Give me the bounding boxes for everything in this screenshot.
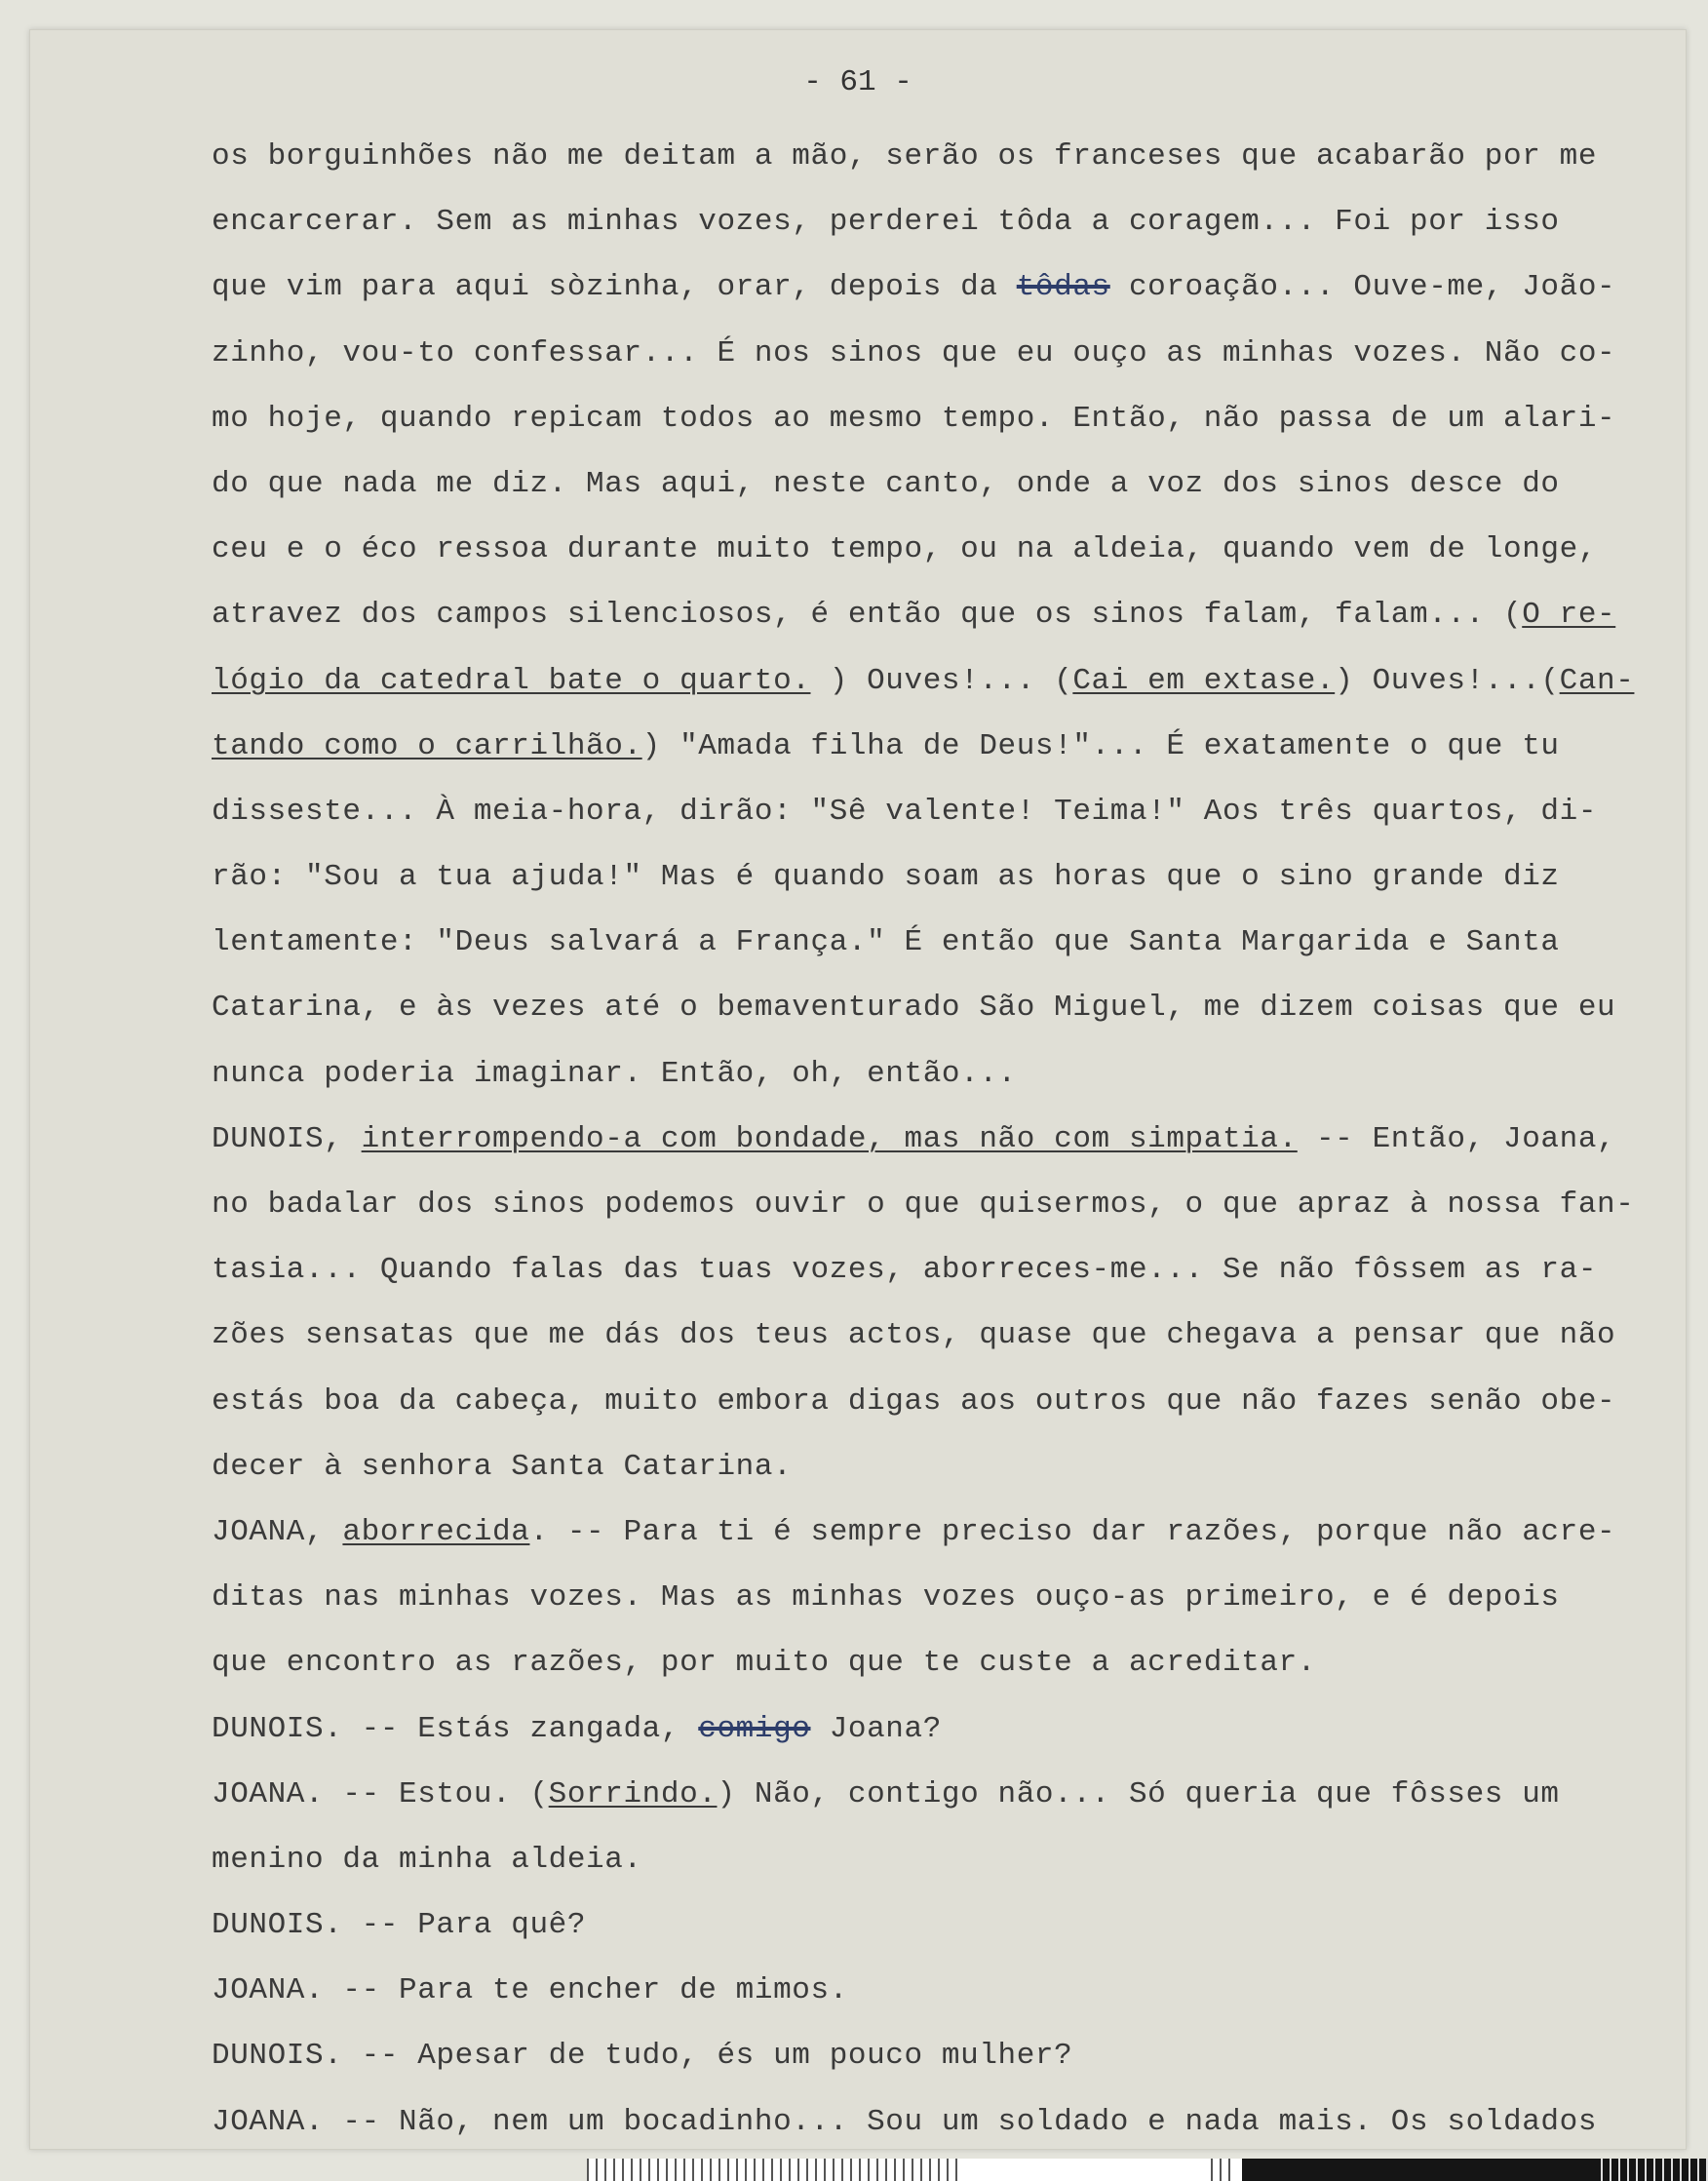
text-segment: DUNOIS. -- Para quê? bbox=[212, 1908, 587, 1943]
text-segment: mo hoje, quando repicam todos ao mesmo tempo. Então, não passa de um alari- bbox=[212, 401, 1616, 436]
text-line bbox=[212, 451, 1687, 517]
text-segment: Catarina, e às vezes até o bemaventurado São Miguel, me dizem coisas que eu bbox=[212, 991, 1616, 1026]
text-line bbox=[212, 648, 1687, 714]
text-segment: JOANA. -- Para te encher de mimos. bbox=[212, 1973, 848, 2008]
text-line bbox=[212, 1041, 1687, 1107]
text-segment: DUNOIS. -- Apesar de tudo, és um pouco mulher? bbox=[212, 2039, 1073, 2074]
text-line bbox=[212, 517, 1687, 582]
text-segment: Joana? bbox=[810, 1711, 942, 1746]
text-line bbox=[212, 1565, 1687, 1630]
text-line bbox=[212, 1369, 1687, 1434]
text-segment: decer à senhora Santa Catarina. bbox=[212, 1449, 793, 1484]
text-line bbox=[212, 189, 1687, 254]
text-line bbox=[212, 1892, 1687, 1958]
text-segment: DUNOIS, bbox=[212, 1121, 362, 1156]
text-line bbox=[212, 1237, 1687, 1303]
text-line bbox=[212, 254, 1687, 320]
text-segment: rão: "Sou a tua ajuda!" Mas é quando soam as horas que o sino grande diz bbox=[212, 860, 1560, 895]
text-segment: que vim para aqui sòzinha, orar, depois da bbox=[212, 270, 1017, 305]
text-line bbox=[212, 1499, 1687, 1565]
text-segment: menino da minha aldeia. bbox=[212, 1842, 642, 1877]
underlined-text: interrompendo-a com bondade, mas não com simpatia. bbox=[361, 1121, 1298, 1156]
text-line bbox=[212, 1762, 1687, 1827]
text-line bbox=[212, 124, 1687, 189]
underlined-text: Cai em extase. bbox=[1072, 663, 1336, 698]
text-segment: que encontro as razões, por muito que te custe a acreditar. bbox=[212, 1646, 1316, 1681]
text-line bbox=[212, 2089, 1687, 2150]
text-segment: estás boa da cabeça, muito embora digas aos outros que não fazes senão obe- bbox=[212, 1383, 1616, 1419]
text-line bbox=[212, 2023, 1687, 2088]
text-line bbox=[212, 386, 1687, 451]
text-line bbox=[212, 321, 1687, 386]
text-segment: os borguinhões não me deitam a mão, serão os franceses que acabarão por me bbox=[212, 139, 1598, 174]
text-segment: -- Então, Joana, bbox=[1297, 1121, 1616, 1156]
text-segment: zinho, vou-to confessar... É nos sinos que eu ouço as minhas vozes. Não co- bbox=[212, 335, 1616, 370]
text-segment: coroação... Ouve-me, João- bbox=[1109, 270, 1616, 305]
text-line bbox=[212, 1696, 1687, 1762]
struck-text: tôdas bbox=[1016, 270, 1110, 305]
text-segment: ) Ouves!...( bbox=[1335, 663, 1560, 698]
text-line bbox=[212, 975, 1687, 1040]
text-segment: JOANA. -- Estou. ( bbox=[212, 1776, 549, 1811]
underlined-text: Can- bbox=[1559, 663, 1635, 698]
text-segment: do que nada me diz. Mas aqui, neste canto, onde a voz dos sinos desce do bbox=[212, 466, 1560, 501]
text-segment: nunca poderia imaginar. Então, oh, então... bbox=[212, 1056, 1017, 1091]
text-line bbox=[212, 1303, 1687, 1368]
underlined-text: tando como o carrilhão. bbox=[212, 728, 642, 763]
text-segment: encarcerar. Sem as minhas vozes, perderei tôda a coragem... Foi por isso bbox=[212, 205, 1560, 240]
underlined-text: aborrecida bbox=[342, 1514, 530, 1549]
text-line bbox=[212, 1958, 1687, 2023]
ruler-ticks bbox=[1211, 2159, 1230, 2181]
text-line bbox=[212, 1107, 1687, 1172]
text-segment: DUNOIS. -- Estás zangada, bbox=[212, 1711, 699, 1746]
text-segment: ditas nas minhas vozes. Mas as minhas vozes ouço-as primeiro, e é depois bbox=[212, 1580, 1560, 1616]
text-line bbox=[212, 844, 1687, 910]
document-text bbox=[212, 124, 1687, 2150]
text-segment: tasia... Quando falas das tuas vozes, aborreces-me... Se não fôssem as ra- bbox=[212, 1253, 1598, 1288]
text-line bbox=[212, 582, 1687, 647]
text-segment: ) Ouves!... ( bbox=[810, 663, 1073, 698]
text-line bbox=[212, 779, 1687, 844]
page-number: - 61 - bbox=[803, 65, 912, 99]
text-segment: lentamente: "Deus salvará a França." É então que Santa Margarida e Santa bbox=[212, 925, 1560, 960]
text-segment: atravez dos campos silenciosos, é então que os sinos falam, falam... ( bbox=[212, 598, 1523, 633]
text-segment: ) "Amada filha de Deus!"... É exatamente o que tu bbox=[641, 728, 1560, 763]
text-segment: JOANA, bbox=[212, 1514, 343, 1549]
text-segment: ) Não, contigo não... Só queria que fôsses um bbox=[717, 1776, 1560, 1811]
text-segment: ceu e o éco ressoa durante muito tempo, ou na aldeia, quando vem de longe, bbox=[212, 532, 1598, 567]
underlined-text: lógio da catedral bate o quarto. bbox=[212, 663, 811, 698]
underlined-text: Sorrindo. bbox=[548, 1776, 718, 1811]
text-line bbox=[212, 1172, 1687, 1237]
document-page bbox=[29, 29, 1687, 2150]
text-segment: zões sensatas que me dás dos teus actos, quase que chegava a pensar que não bbox=[212, 1318, 1616, 1353]
underlined-text: O re- bbox=[1522, 598, 1616, 633]
scan-ruler bbox=[587, 2159, 1708, 2181]
text-segment: . -- Para ti é sempre preciso dar razões, porque não acre- bbox=[529, 1514, 1616, 1549]
text-line bbox=[212, 1434, 1687, 1499]
text-segment: JOANA. -- Não, nem um bocadinho... Sou um soldado e nada mais. Os soldados bbox=[212, 2104, 1598, 2139]
text-segment: no badalar dos sinos podemos ouvir o que quisermos, o que apraz à nossa fan- bbox=[212, 1188, 1635, 1222]
text-segment: disseste... À meia-hora, dirão: "Sê valente! Teima!" Aos três quartos, di- bbox=[212, 794, 1598, 829]
text-line bbox=[212, 714, 1687, 779]
text-line bbox=[212, 1827, 1687, 1892]
text-line bbox=[212, 910, 1687, 975]
text-line bbox=[212, 1630, 1687, 1695]
ruler-ticks bbox=[587, 2159, 959, 2181]
struck-text: comigo bbox=[698, 1711, 811, 1746]
ruler-ticks bbox=[1601, 2159, 1708, 2181]
